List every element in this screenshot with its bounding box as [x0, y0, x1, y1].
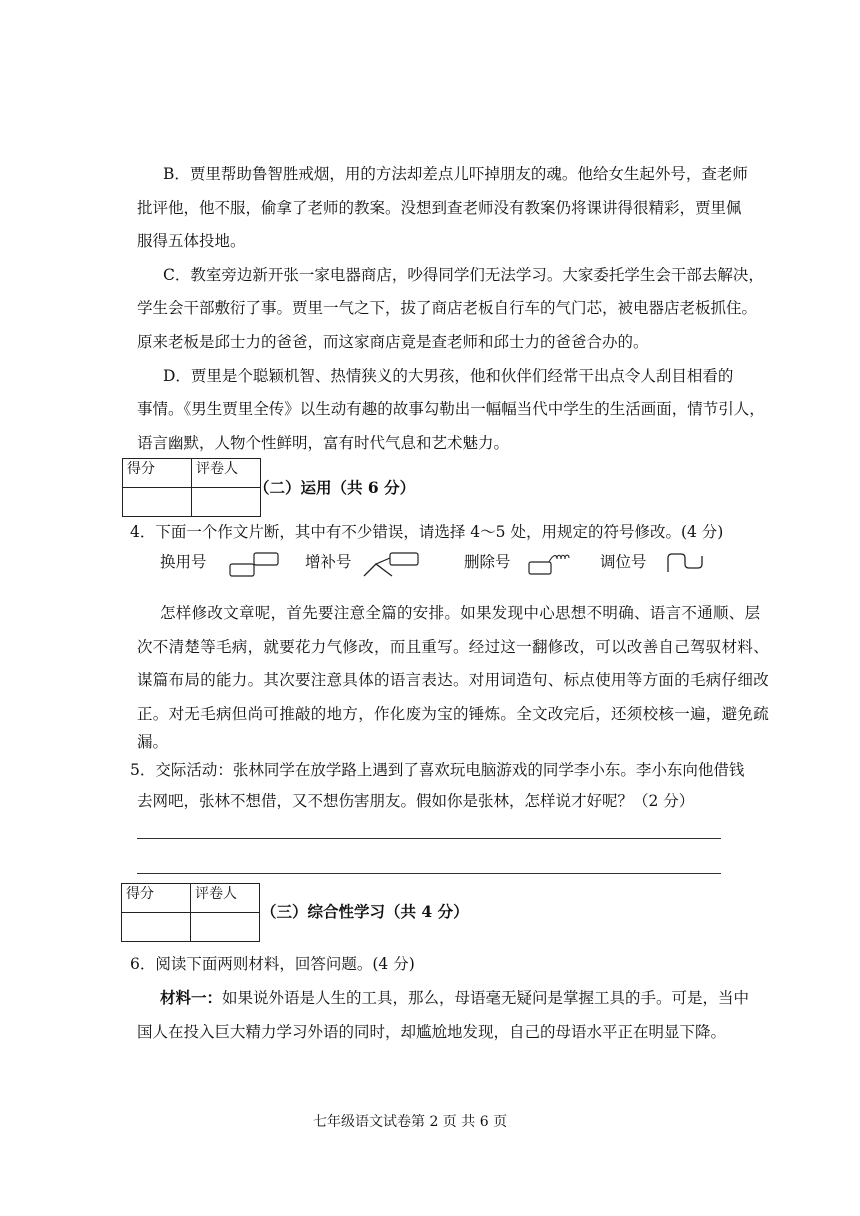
answer-line-2[interactable] — [137, 873, 721, 874]
option-c-line-1: C．教室旁边新开张一家电器商店，吵得同学们无法学习。大家委托学生会干部去解决， — [163, 266, 764, 284]
q5-line-1: 5．交际活动：张林同学在放学路上遇到了喜欢玩电脑游戏的同学李小东。李小东向他借钱 — [130, 761, 745, 779]
symbol-label-replace: 换用号 — [160, 553, 207, 571]
score-cell[interactable] — [123, 488, 192, 517]
grader-label: 评卷人 — [192, 459, 261, 488]
grader-cell[interactable] — [192, 488, 261, 517]
option-d-line-3: 语言幽默，人物个性鲜明，富有时代气息和艺术魅力。 — [137, 434, 510, 452]
delete-mark-icon — [527, 550, 575, 578]
passage-line-3: 谋篇布局的能力。其次要注意具体的语言表达。对用词造句、标点使用等方面的毛病仔细改 — [137, 671, 770, 689]
option-d-line-2: 事情。《男生贾里全传》以生动有趣的故事勾勒出一幅幅当代中学生的生活画面，情节引人， — [137, 400, 765, 418]
passage-line-2: 次不清楚等毛病，就要花力气修改，而且重写。经过这一翻修改，可以改善自己驾驭材料、 — [137, 638, 770, 656]
answer-line-1[interactable] — [137, 838, 721, 839]
transpose-mark-icon — [665, 550, 709, 576]
score-box-section-2 — [122, 458, 261, 517]
material-1-line-1: 如果说外语是人生的工具，那么，母语毫无疑问是掌握工具的手。可是，当中 — [222, 989, 750, 1007]
passage-line-4: 正。对无毛病但尚可推敲的地方，作化废为宝的锤炼。全文改完后，还须校核一遍，避免疏 — [137, 705, 770, 723]
q5-line-2: 去网吧，张林不想借，又不想伤害朋友。假如你是张林，怎样说才好呢？（2 分） — [137, 792, 695, 810]
q4-prompt: 4．下面一个作文片断，其中有不少错误，请选择 4～5 处，用规定的符号修改。(4 分) — [130, 523, 724, 541]
symbol-label-insert: 增补号 — [305, 553, 352, 571]
option-d-line-1: D．贾里是个聪颖机智、热情狭义的大男孩，他和伙伴们经常干出点令人刮目相看的 — [163, 367, 734, 385]
score-label: 得分 — [122, 884, 191, 913]
grader-label: 评卷人 — [191, 884, 260, 913]
material-1 — [160, 988, 749, 1008]
option-c-line-2: 学生会干部敷衍了事。贾里一气之下，拔了商店老板自行车的气门芯，被电器店老板抓住。 — [137, 299, 758, 317]
option-c-line-3: 原来老板是邱士力的爸爸，而这家商店竟是查老师和邱士力的爸爸合办的。 — [137, 333, 649, 351]
passage-line-5: 漏。 — [137, 733, 169, 751]
page-footer: 七年级语文试卷第 2 页 共 6 页 — [313, 1114, 508, 1130]
grader-cell[interactable] — [191, 913, 260, 942]
score-cell[interactable] — [122, 913, 191, 942]
q6-prompt: 6．阅读下面两则材料，回答问题。(4 分) — [130, 955, 415, 973]
material-1-label: 材料一： — [160, 988, 223, 1007]
score-box-section-3 — [121, 883, 260, 942]
passage-line-1: 怎样修改文章呢，首先要注意全篇的安排。如果发现中心思想不明确、语言不通顺、层 — [160, 604, 761, 622]
section-3-title: （三）综合性学习（共 4 分） — [261, 902, 469, 921]
symbol-label-delete: 删除号 — [464, 553, 511, 571]
section-2-title: （二）运用（共 6 分） — [254, 478, 416, 497]
symbol-label-transpose: 调位号 — [600, 553, 647, 571]
score-label: 得分 — [123, 459, 192, 488]
option-b-line-3: 服得五体投地。 — [137, 232, 246, 250]
option-b-line-2: 批评他，他不服，偷拿了老师的教案。没想到查老师没有教案仍将课讲得很精彩，贾里佩 — [137, 199, 742, 217]
insert-mark-icon — [362, 550, 422, 580]
option-b-line-1: B．贾里帮助鲁智胜戒烟，用的方法却差点儿吓掉朋友的魂。他给女生起外号，查老师 — [163, 165, 748, 183]
replace-mark-icon — [228, 550, 280, 578]
material-1-line-2: 国人在投入巨大精力学习外语的同时，却尴尬地发现，自己的母语水平正在明显下降。 — [137, 1023, 727, 1041]
